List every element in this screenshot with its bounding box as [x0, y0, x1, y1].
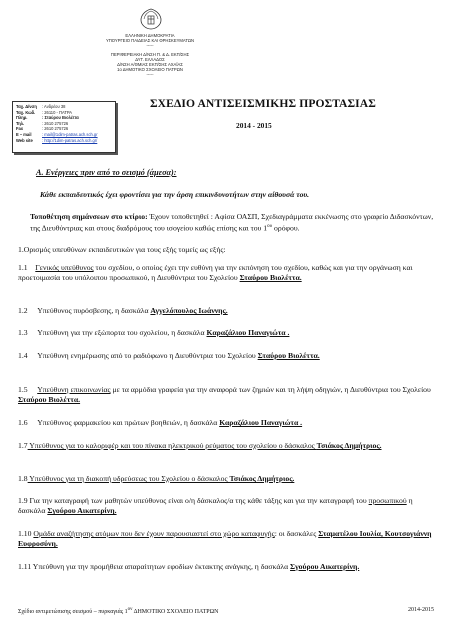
item-number: 1.1 [18, 263, 28, 272]
item-person: Καραζάλιου Παναγιώτα . [206, 328, 290, 337]
contact-key: Fax [16, 126, 24, 132]
contact-row [16, 138, 112, 144]
page-footer [18, 607, 434, 615]
item-1-7 [18, 441, 434, 451]
contact-value: : 26110 - ΠΑΤΡΑ [42, 109, 73, 115]
contact-key: Τηλ. [16, 120, 25, 126]
contact-key: Ταχ. Δ/νση [16, 104, 37, 109]
letterhead-line: ΕΛΛΗΝΙΚΗ ΔΗΜΟΚΡΑΤΙΑ [125, 33, 175, 38]
intro-paragraph: Κάθε εκπαιδευτικός έχει φροντίσει για την άρση επικινδυνοτήτων στην αίθουσά του. [40, 190, 310, 199]
placement-sup: ου [267, 224, 273, 230]
footer-sup: ον [127, 607, 133, 612]
item-number: 1.10 [18, 529, 32, 538]
item-text-2: η δασκάλα [18, 496, 413, 516]
footer-right: 2014-2015 [408, 607, 434, 613]
item-person: Καραζάλιου Παναγιώτα . [219, 418, 303, 427]
letterhead-line: ----- [146, 43, 154, 49]
item-number: 1.3 [18, 328, 28, 337]
item-text: Υπεύθυνη ενημέρωσης από το ραδιόφωνο η Διευθύντρια του Σχολείου [37, 351, 258, 360]
item-text: του σχεδίου, ο οποίος έχει την ευθύνη για την εκπόνηση του σχεδίου, καθώς και για την οργάνωση και προετοιμασία του υπόλοιπου προσωπικού, η Διευθύντρια του Σχολείου [18, 263, 413, 283]
item-number: 1.11 [18, 562, 32, 571]
item-lead: Γενικός υπεύθυνος [35, 263, 94, 272]
item-1-9 [18, 496, 434, 517]
greek-emblem-icon [138, 8, 164, 30]
letterhead [70, 33, 230, 78]
item-lead: Ομάδα αναζήτησης ατόμων που δεν έχουν παρουσιαστεί στο χώρο καταφυγής [33, 529, 275, 538]
item-1-3 [18, 328, 434, 338]
item-person: Σταύρου Βιολέττα. [239, 273, 302, 283]
item-1-4 [18, 351, 434, 361]
placement-text: Έχουν τοποθετηθεί : Αφίσα ΟΑΣΠ, Σχεδιαγράμματα εκκένωσης στο γραφείο Διδασκόντων, της Διευθύντριας και στους διαδρόμους του ισογείου καθώς επίσης και του 1 [30, 212, 434, 233]
item-1-5 [18, 385, 434, 406]
contact-value: : 2610 275726 [42, 120, 69, 126]
contact-key: Πληρ. [16, 115, 28, 121]
item-person: Σγούρου Αικατερίνη. [47, 506, 117, 516]
item-1-1 [18, 263, 434, 284]
item-text: : οι δασκάλες [274, 529, 319, 538]
item-person: Σγούρου Αικατερίνη. [290, 562, 360, 571]
letterhead-line: ΠΕΡΙΦΕΡΕΙΑΚΗ Δ/ΝΣΗ Π. & Δ. ΕΚΠ/ΣΗΣ [110, 51, 190, 57]
item-text: Για την καταγραφή των μαθητών υπεύθυνος είναι ο/η δάσκαλος/α της κάθε τάξης και για την καταγραφή του [27, 496, 369, 505]
letterhead-line: ΥΠΟΥΡΓΕΙΟ ΠΑΙΔΕΙΑΣ ΚΑΙ ΘΡΗΣΚΕΥΜΑΤΩΝ [105, 38, 195, 44]
item-1-10 [18, 529, 434, 550]
placement-paragraph [30, 212, 434, 234]
orisimos-paragraph: 1.Ορισμός υπευθύνων εκπαιδευτικών για τους εξής τομείς ως εξής: [18, 245, 226, 254]
letterhead-line: ΔΥΤ. ΕΛΛΑΔΟΣ [135, 56, 165, 62]
item-person: Τσιάκος Δημήτριος. [229, 474, 295, 483]
item-person: Αγγελόπουλος Ιωάννης. [150, 306, 228, 315]
footer-left-tail: ΔΗΜΟΤΙΚΟ ΣΧΟΛΕΙΟ ΠΑΤΡΩΝ [132, 609, 219, 615]
item-text: Υπεύθυνη για την εξώπορτα του σχολείου, η δασκάλα [37, 328, 207, 337]
item-number: 1.7 [18, 441, 28, 450]
contact-key: Web site [16, 137, 33, 143]
contact-value: : Ανδρέου 38 [42, 104, 66, 109]
letterhead-line: ----- [146, 72, 154, 78]
item-lead: προσωπικού [368, 496, 407, 505]
item-lead: Υπεύθυνη επικοινωνίας [37, 385, 111, 394]
contact-key: E – mail [16, 131, 32, 137]
item-text: με τα αρμόδια γραφεία για την αναφορά των ζημιών και τη λήψη οδηγιών, η Διευθύντρια του Σχολείου [110, 385, 431, 394]
letterhead-line: Δ/ΝΣΗ Α/ΘΜΙΑΣ ΕΚΠ/ΣΗΣ ΑΧΑΪΑΣ [117, 62, 183, 68]
placement-tail: ορόφου. [272, 223, 300, 233]
footer-left: Σχέδιο αντιμετώπισης σεισμού – πυρκαγιάς 1 [18, 609, 128, 615]
item-person: Σταύρου Βιολέττα. [18, 395, 81, 405]
item-number: 1.5 [18, 385, 28, 394]
item-number: 1.4 [18, 351, 28, 360]
item-person: Σταματέλου Ιουλία, Κουτσογιάννη Ευφροσύνη. [18, 529, 432, 549]
contact-value: : Σταύρου Βιολέττα [42, 115, 79, 121]
document-title: ΣΧΕΔΙΟ ΑΝΤΙΣΕΙΣΜΙΚΗΣ ΠΡΟΣΤΑΣΙΑΣ [150, 97, 376, 110]
item-text: Υπεύθυνη για την προμήθεια απαραίτητων εφοδίων έκτακτης ανάγκης, η δασκάλα [31, 562, 291, 571]
item-text: Υπεύθυνος φαρμακείου και πρώτων βοηθειών, η δασκάλα [37, 418, 220, 427]
contact-box [12, 101, 116, 153]
letterhead-line: 1ο ΔΗΜΟΤΙΚΟ ΣΧΟΛΕΙΟ ΠΑΤΡΩΝ [117, 67, 183, 73]
section-heading: Α. Ενέργειες πριν από το σεισμό (άμεσα): [36, 168, 177, 177]
website-link[interactable]: : http://1dim-patras.ach.sch.gr/ [42, 137, 98, 143]
item-number: 1.6 [18, 418, 28, 427]
placement-label: Τοποθέτηση σημάνσεων στο κτίριο: [30, 212, 148, 221]
item-1-6 [18, 418, 434, 428]
contact-value: : 2610 275726 [42, 126, 69, 132]
item-number: 1.9 [18, 496, 28, 505]
item-text: Υπεύθυνος για το καλοριφέρ και του πίνακα ηλεκτρικού ρεύματος του σχολείου ο δάσκαλος [27, 441, 317, 450]
item-person: Σταύρου Βιολέττα. [257, 351, 320, 360]
item-1-8 [18, 474, 434, 484]
item-1-2 [18, 306, 434, 316]
item-person: Τσιάκος Δημήτριος. [316, 441, 382, 450]
item-number: 1.8 [18, 474, 28, 483]
item-text: Υπεύθυνος πυρόσβεσης, η δασκάλα [37, 306, 151, 315]
item-number: 1.2 [18, 306, 28, 315]
contact-key: Ταχ. Κωδ. [16, 109, 36, 115]
email-link[interactable]: : mail@1dim-patras.ach.sch.gr [42, 131, 98, 137]
item-1-11 [18, 562, 434, 572]
item-text: Υπεύθυνος για τη διακοπή υδρεύσεως του Σχολείου ο δάσκαλος [27, 474, 230, 483]
school-year: 2014 - 2015 [236, 121, 272, 130]
